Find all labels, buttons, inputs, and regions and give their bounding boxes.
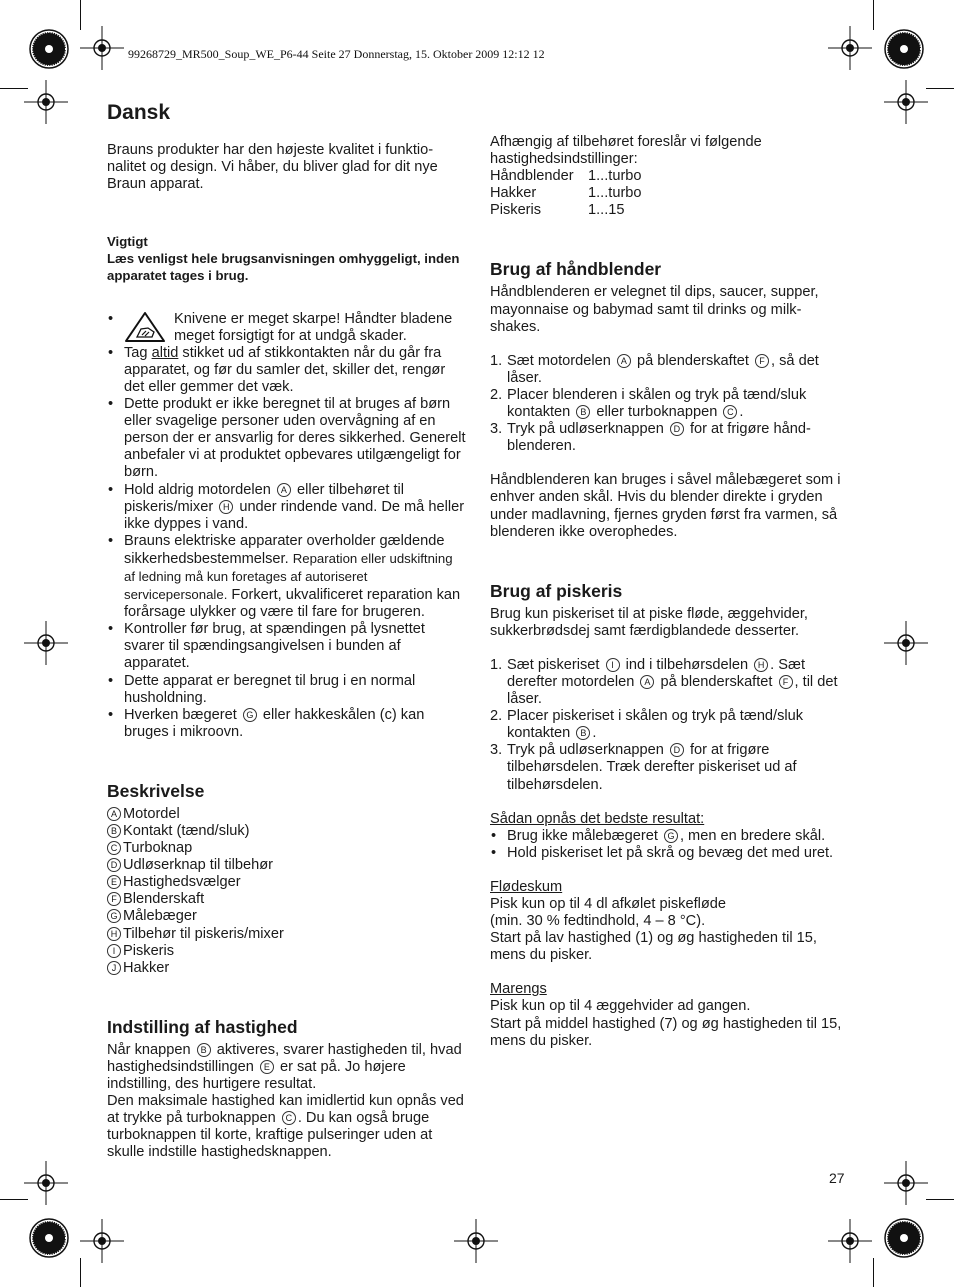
registration-mark-icon (454, 1219, 498, 1263)
bullet-text: Brauns elektriske apparater overholder gældende sikkerhedsbestemmelser. (124, 532, 445, 567)
part-label-b: B (576, 405, 590, 419)
step-text: Placer piskeriset i skålen og tryk på tænd/sluk kontakten (507, 708, 804, 742)
part-label-b: B (197, 1043, 211, 1057)
part-label: Udløserknap til tilbehør (123, 857, 274, 874)
list-item (107, 823, 467, 840)
step-text: . Sæt derefter motordelen (507, 656, 806, 690)
whipped-cream-line: Pisk kun op til 4 dl afkølet piskefløde (490, 896, 727, 912)
step-text: , så det låser. (507, 352, 819, 386)
speed-table (490, 168, 642, 219)
page-title: Dansk (107, 101, 171, 124)
step-text: på blenderskaftet (660, 673, 773, 690)
registration-mark-icon (80, 1219, 124, 1263)
whisk-steps (490, 657, 850, 794)
bullet-text: eller tilbehøret til piskeris/mixer (124, 481, 405, 515)
list-item (107, 857, 467, 874)
star-target-icon (29, 1218, 69, 1258)
list-item (107, 345, 467, 396)
list-item: • Dette apparat er beregnet til brug i en normal husholdning. (107, 673, 467, 707)
intro-paragraph: Brauns produkter har den højeste kvalitet i funktio-nalitet og design. Vi håber, du bliver glad for dit nye Braun apparat. (107, 142, 438, 193)
part-label: Tilbehør til piskeris/mixer (123, 925, 284, 942)
whipped-cream-line: (min. 30 % fedtindhold, 4 – 8 °C). (490, 913, 706, 930)
step-text: Sæt motordelen (507, 352, 611, 369)
list-item (107, 926, 467, 943)
whipped-cream-heading: Flødeskum (490, 878, 563, 895)
step-text: eller turboknappen (596, 404, 718, 421)
part-label-b: B (576, 726, 590, 740)
table-cell: 1...turbo (588, 185, 642, 202)
crop-mark (873, 1258, 874, 1287)
list-item (107, 960, 467, 977)
step-number: 2. (490, 386, 503, 403)
star-target-icon (884, 29, 924, 69)
part-label-g: G (664, 829, 678, 843)
step-text: Sæt piskeriset (507, 656, 600, 673)
table-cell: Piskeris (490, 202, 542, 219)
registration-mark-icon (828, 26, 872, 70)
part-label: Turboknap (123, 840, 193, 857)
step-text: . (739, 404, 744, 421)
table-cell: Hakker (490, 185, 537, 202)
bullet-text: stikket ud af stikkontakten når du går fra apparatet, og før du samler det, skiller det, rengør det eller gemmer det væk. (124, 344, 446, 395)
bullet-text: Hverken bægeret (124, 706, 237, 723)
registration-mark-icon (24, 621, 68, 665)
paragraph-text: Den maksimale hastighed kan imidlertid kun opnås ved at trykke på turboknappen (107, 1093, 464, 1127)
list-item (490, 742, 850, 793)
print-slug: 99268729_MR500_Soup_WE_P6-44 Seite 27 Donnerstag, 15. Oktober 2009 12:12 12 (128, 47, 545, 61)
part-letter: B (107, 824, 121, 838)
important-text: Læs venligst hele brugsanvisningen omhyggeligt, inden apparatet tages i brug. (107, 251, 460, 284)
part-label-d: D (670, 422, 684, 436)
part-label-h: H (219, 500, 233, 514)
star-target-icon (29, 29, 69, 69)
list-item (107, 311, 467, 345)
list-item (107, 874, 467, 891)
bullet-emphasis: altid (151, 344, 179, 361)
bullet-text: Forkert, ukvalificeret reparation kan forårsage ulykker og være til fare for brugeren. (124, 587, 461, 621)
part-label-a: A (277, 483, 291, 497)
list-item (107, 943, 467, 960)
star-target-icon (884, 1218, 924, 1258)
part-label: Piskeris (123, 942, 175, 959)
part-label: Motordel (123, 805, 180, 822)
registration-mark-icon (884, 1161, 928, 1205)
list-item (490, 657, 850, 708)
speed-heading: Indstilling af hastighed (107, 1016, 298, 1037)
part-label-e: E (260, 1060, 274, 1074)
registration-mark-icon (884, 80, 928, 124)
part-label: Målebæger (123, 908, 197, 925)
registration-mark-icon (80, 26, 124, 70)
table-row (490, 168, 642, 185)
part-letter: C (107, 841, 121, 855)
step-text: på blenderskaftet (636, 352, 749, 369)
step-text: ind i tilbehørsdelen (625, 656, 749, 673)
part-letter: I (107, 944, 121, 958)
bullet-text: Tag (124, 344, 152, 361)
paragraph-text: Når knappen (107, 1041, 191, 1058)
part-label-i: I (606, 658, 620, 672)
bullet-text: Hold aldrig motordelen (124, 481, 271, 498)
list-item (490, 353, 850, 387)
part-label-g: G (243, 708, 257, 722)
step-number: 1. (490, 656, 503, 673)
bullet-text: Brug ikke målebægeret (507, 827, 658, 844)
part-label-f: F (755, 354, 769, 368)
step-text: Tryk på udløserknappen (507, 421, 664, 438)
part-letter: A (107, 807, 121, 821)
step-text: Tryk på udløserknappen (507, 742, 664, 759)
list-item (107, 891, 467, 908)
part-letter: G (107, 909, 121, 923)
list-item (490, 387, 850, 421)
left-column (107, 100, 467, 1162)
step-text: for at frigøre tilbehørsdelen. Træk derefter piskeriset ud af tilbehørsdelen. (507, 742, 797, 793)
step-text: Placer blenderen i skålen og tryk på tænd/sluk kontakten (507, 386, 807, 421)
important-heading: Vigtigt (107, 234, 148, 250)
step-text: , til det låser. (507, 673, 838, 708)
list-item (107, 533, 467, 621)
parts-list (107, 806, 467, 977)
crop-mark (873, 0, 874, 30)
part-label-c: C (282, 1111, 296, 1125)
table-row (490, 185, 642, 202)
part-letter: H (107, 927, 121, 941)
best-result-heading: Sådan opnås det bedste resultat: (490, 810, 705, 827)
handblender-steps (490, 353, 850, 456)
speeds-intro: Afhængig af tilbehøret foreslår vi følgende hastighedsindstillinger: (490, 134, 762, 168)
step-text: . (592, 725, 597, 742)
table-cell: Håndblender (490, 168, 574, 185)
part-label: Blenderskaft (123, 891, 205, 908)
description-heading: Beskrivelse (107, 780, 205, 801)
list-item: • Kontroller før brug, at spændingen på lysnettet svarer til spændingsangivelsen i bunden af apparatet. (107, 621, 467, 672)
bullet-text: Reparation eller udskiftning af ledning må kun foretages af autoriseret servicepersonale. (124, 550, 453, 603)
speed-paragraph (107, 1042, 467, 1093)
part-label-a: A (640, 675, 654, 689)
registration-mark-icon (828, 1219, 872, 1263)
handblender-heading: Brug af håndblender (490, 259, 662, 280)
handblender-outro: Håndblenderen kan bruges i såvel målebægeret som i enhver anden skål. Hvis du blender direkte i gryden under madlavning, fjernes gryden først fra varmen, så blenderen ikke overophedes. (490, 472, 841, 540)
list-item (107, 840, 467, 857)
part-label-f: F (779, 675, 793, 689)
whisk-heading: Brug af piskeris (490, 580, 623, 601)
paragraph-text: . Du kan også bruge turboknappen til korte, kraftige pulseringer uden at skulle indstille hastighedsknappen. (107, 1110, 433, 1161)
step-number: 3. (490, 421, 503, 438)
bullet-text: eller hakkeskålen (c) kan bruges i mikroovn. (124, 706, 425, 740)
list-item (107, 707, 467, 741)
page-number: 27 (829, 1170, 845, 1186)
part-label: Hastighedsvælger (123, 874, 241, 891)
warning-text: • Knivene er meget skarpe! Håndter bladene meget forsigtigt for at undgå skader. (174, 310, 453, 344)
list-item (490, 421, 850, 455)
step-number: 2. (490, 708, 503, 725)
table-row (490, 202, 642, 219)
part-label-c: C (723, 405, 737, 419)
paragraph-text: er sat på. Jo højere indstilling, des hurtigere resultat. (107, 1058, 406, 1093)
bullet-text: under rindende vand. De må heller ikke dyppes i vand. (124, 498, 465, 532)
part-letter: J (107, 961, 121, 975)
list-item (107, 806, 467, 823)
list-item (107, 908, 467, 925)
registration-mark-icon (24, 1161, 68, 1205)
list-item: • Hold piskeriset let på skrå og bevæg det med uret. (490, 845, 850, 862)
list-item (490, 828, 850, 845)
sharp-blade-warning-icon (124, 311, 166, 343)
part-label: Hakker (123, 959, 170, 976)
table-cell: 1...turbo (588, 168, 642, 185)
part-label-h: H (754, 658, 768, 672)
registration-mark-icon (24, 80, 68, 124)
whisk-intro: Brug kun piskeriset til at piske fløde, æggehvider, sukkerbrødsdej samt færdigblandede desserter. (490, 605, 808, 639)
part-label-d: D (670, 743, 684, 757)
list-item (107, 482, 467, 533)
meringue-line: Pisk kun op til 4 æggehvider ad gangen. (490, 998, 751, 1015)
meringue-heading: Marengs (490, 981, 547, 998)
paragraph-text: aktiveres, svarer hastigheden til, hvad hastighedsindstillingen (107, 1041, 462, 1075)
right-column (490, 134, 850, 1050)
whipped-cream-line: Start på lav hastighed (1) og øg hastigheden til 15, mens du pisker. (490, 930, 817, 964)
bullet-text: , men en bredere skål. (679, 827, 826, 844)
meringue-line: Start på middel hastighed (7) og øg hastigheden til 15, mens du pisker. (490, 1015, 842, 1049)
step-number: 1. (490, 352, 503, 369)
part-letter: D (107, 858, 121, 872)
table-cell: 1...15 (588, 202, 625, 219)
step-number: 3. (490, 742, 503, 759)
best-result-list (490, 828, 850, 862)
list-item: • Dette produkt er ikke beregnet til at bruges af børn eller svagelige personer uden overvågning af en person der er ansvarlig for deres sikkerhed. Generelt anbefaler vi at produktet opbevares utilgængeligt for børn. (107, 396, 467, 481)
part-letter: F (107, 892, 121, 906)
crop-mark (926, 1199, 954, 1200)
part-letter: E (107, 875, 121, 889)
list-item (490, 708, 850, 742)
speed-paragraph (107, 1093, 467, 1161)
handblender-intro: Håndblenderen er velegnet til dips, saucer, supper, mayonnaise og babymad samt til drinks og milk-shakes. (490, 284, 819, 335)
safety-list (107, 311, 467, 741)
part-label-a: A (617, 354, 631, 368)
registration-mark-icon (884, 621, 928, 665)
crop-mark (926, 88, 954, 89)
part-label: Kontakt (tænd/sluk) (123, 823, 250, 839)
step-text: for at frigøre hånd-blenderen. (507, 421, 811, 455)
